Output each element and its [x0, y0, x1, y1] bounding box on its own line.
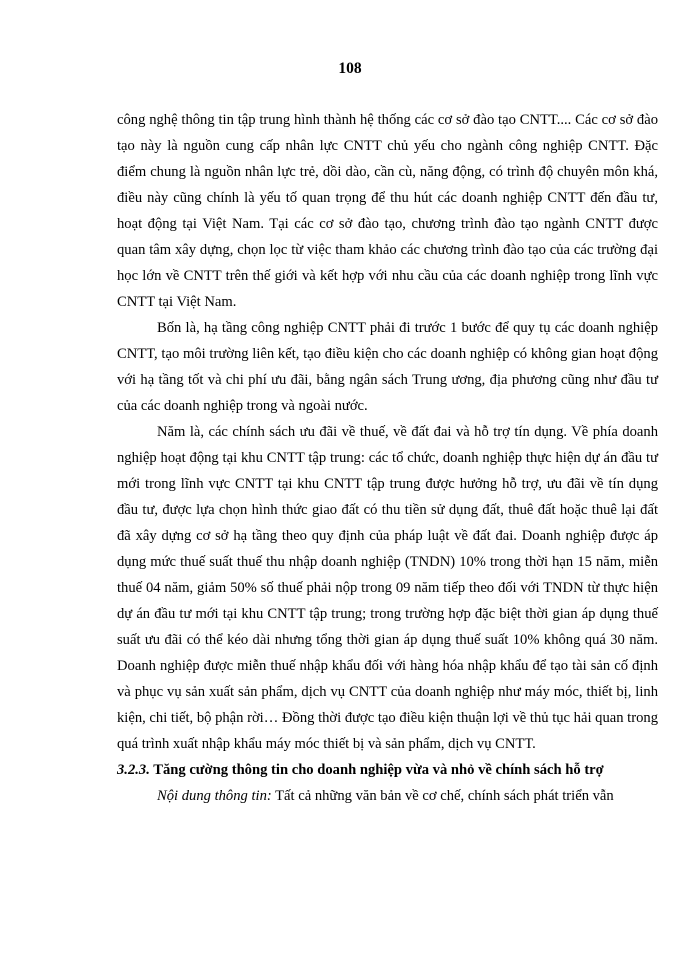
body-text: [117, 107, 658, 809]
paragraph-continued: công nghệ thông tin tập trung hình thành hệ thống các cơ sở đào tạo CNTT.... Các cơ sở đào tạo này là nguồn cung cấp nhân lực CNTT chủ yếu cho ngành công nghiệp CNTT. Đặc điểm chung là nguồn nhân lực trẻ, dồi dào, cần cù, năng động, có trình độ chuyên môn khá, điều này cũng chính là yếu tố quan trọng để thu hút các doanh nghiệp CNTT đến đầu tư, hoạt động tại Việt Nam. Tại các cơ sở đào tạo, chương trình đào tạo ngành CNTT được quan tâm xây dựng, chọn lọc từ việc tham khảo các chương trình đào tạo của các trường đại học lớn về CNTT trên thế giới và kết hợp với nhu cầu của các doanh nghiệp trong lĩnh vực CNTT tại Việt Nam.: [117, 112, 658, 310]
page-number: 108: [338, 60, 362, 77]
section-heading: [117, 757, 658, 783]
section-number: 3.2.3.: [117, 762, 150, 778]
paragraph-info-content: [117, 783, 658, 809]
info-content-text: Tất cả những văn bản về cơ chế, chính sách phát triển vẫn: [275, 788, 614, 804]
info-content-label: Nội dung thông tin:: [157, 788, 272, 804]
paragraph-infrastructure: Bốn là, hạ tầng công nghiệp CNTT phải đi trước 1 bước để quy tụ các doanh nghiệp CNTT, tạo môi trường liên kết, tạo điều kiện cho các doanh nghiệp có không gian hoạt động với hạ tầng tốt và chi phí ưu đãi, bằng ngân sách Trung ương, địa phương cũng như đầu tư của các doanh nghiệp trong và ngoài nước.: [117, 320, 658, 414]
section-title: Tăng cường thông tin cho doanh nghiệp vừa và nhỏ về chính sách hỗ trợ: [153, 762, 604, 778]
paragraph-tax-incentives: Năm là, các chính sách ưu đãi về thuế, về đất đai và hỗ trợ tín dụng. Về phía doanh nghiệp hoạt động tại khu CNTT tập trung: các tổ chức, doanh nghiệp thực hiện dự án đầu tư mới trong lĩnh vực CNTT tại khu CNTT tập trung được hưởng hỗ trợ, ưu đãi về tín dụng đầu tư, được lựa chọn hình thức giao đất có thu tiền sử dụng đất, thuê đất hoặc thuê lại đất đã xây dựng cơ sở hạ tầng theo quy định của pháp luật về đất đai. Doanh nghiệp được áp dụng mức thuế suất thuế thu nhập doanh nghiệp (TNDN) 10% trong thời hạn 15 năm, miễn thuế 04 năm, giảm 50% số thuế phải nộp trong 09 năm tiếp theo đối với TNDN từ thực hiện dự án đầu tư mới tại khu CNTT tập trung; trong trường hợp đặc biệt thời gian áp dụng thuế suất ưu đãi có thể kéo dài nhưng tổng thời gian áp dụng thuế suất 10% không quá 30 năm. Doanh nghiệp được miễn thuế nhập khẩu đối với hàng hóa nhập khẩu để tạo tài sản cố định và phục vụ sản xuất sản phẩm, dịch vụ CNTT của doanh nghiệp như máy móc, thiết bị, linh kiện, chi tiết, bộ phận rời… Đồng thời được tạo điều kiện thuận lợi về thủ tục hải quan trong quá trình xuất nhập khẩu máy móc thiết bị và sản phẩm, dịch vụ CNTT.: [117, 424, 658, 752]
